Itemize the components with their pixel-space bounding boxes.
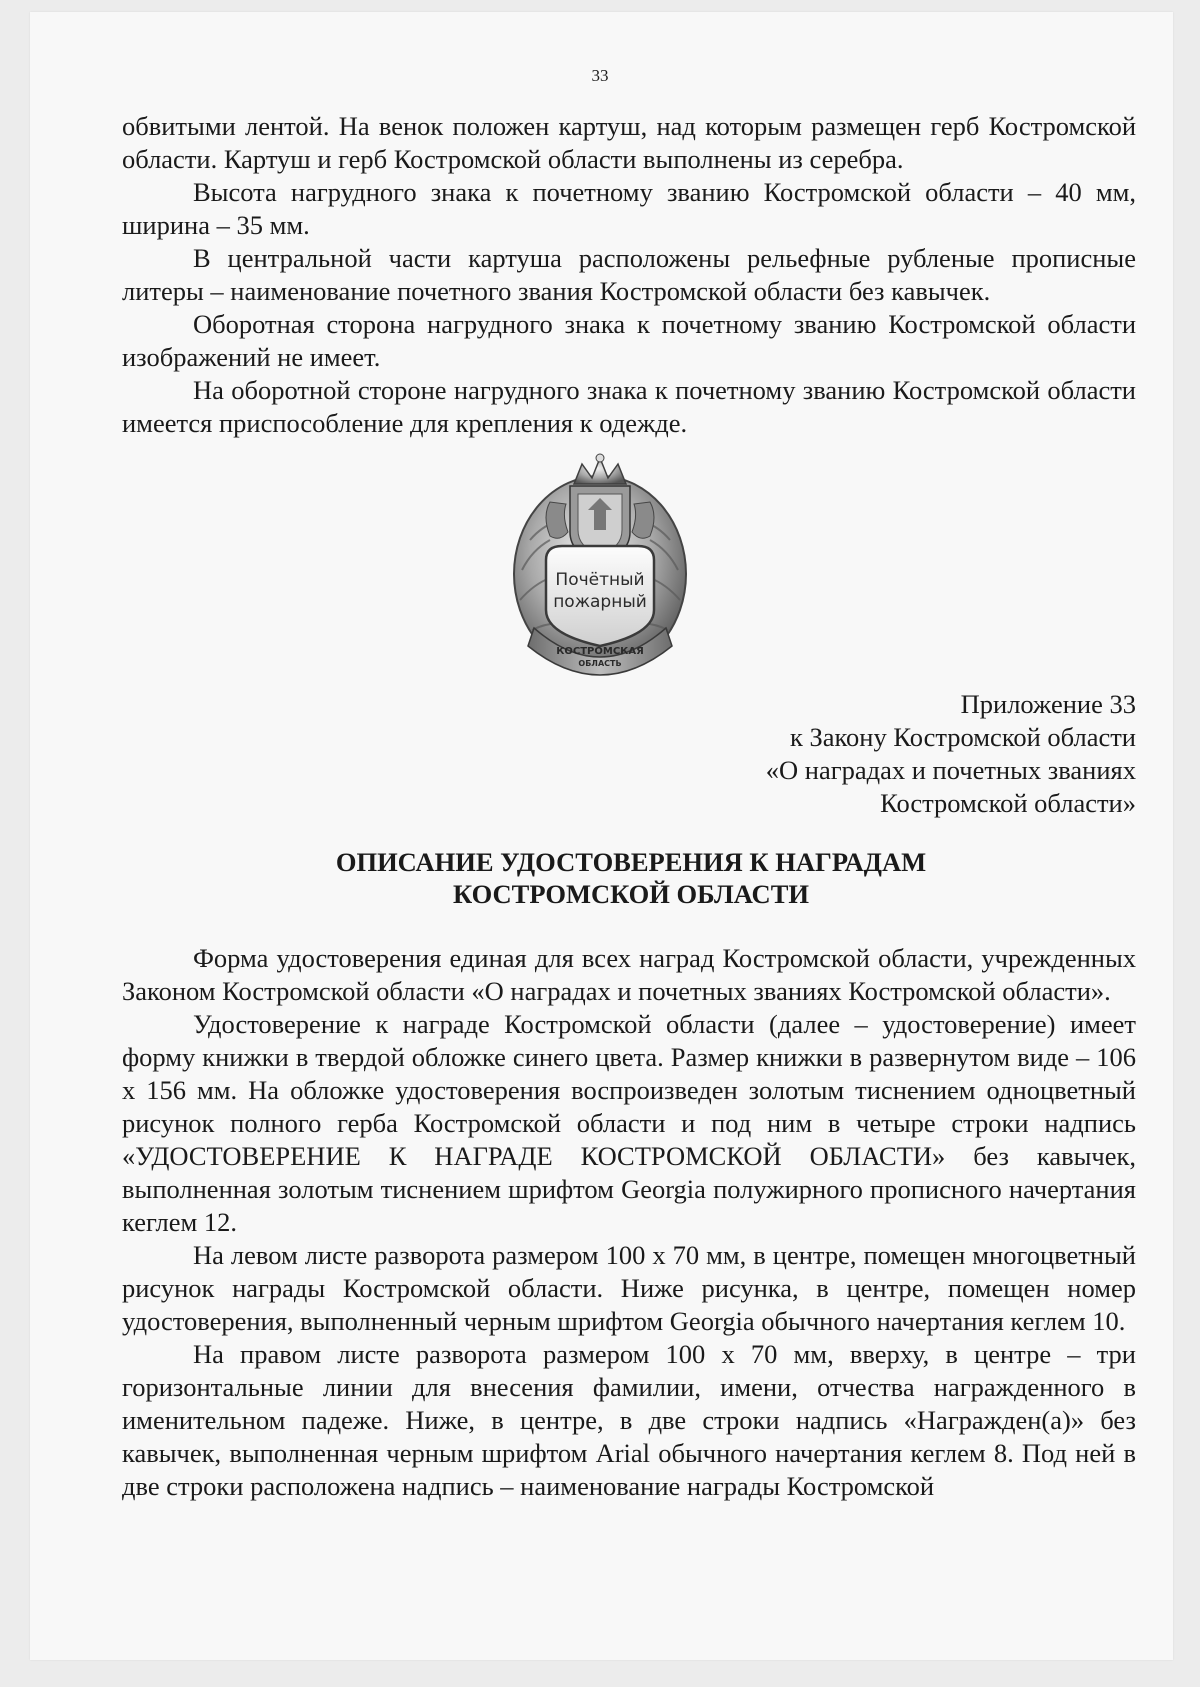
badge-text-line2: пожарный	[553, 592, 647, 612]
paragraph-badge-size: Высота нагрудного знака к почетному званию Костромской области – 40 мм, ширина – 35 мм.	[122, 177, 1136, 240]
paragraph-right-page: На правом листе разворота размером 100 х 70 мм, вверху, в центре – три горизонтальные линии для внесения фамилии, имени, отчества награжденного в именительном падеже. Ниже, в центре, в две строки надпись «Награжден(а)» без кавычек, выполненная черным шрифтом Arial обычного начертания кеглем 8. Под ней в две строки расположена надпись – наименование награды Костромской	[122, 1339, 1136, 1501]
badge-text-line1: Почётный	[555, 570, 645, 590]
paragraph-cartouche-letters: В центральной части картуша расположены рельефные рубленые прописные литеры – наименование почетного звания Костромской области без кавычек.	[122, 243, 1136, 306]
page-number: 33	[591, 66, 609, 85]
appendix-line: к Закону Костромской области	[789, 722, 1136, 752]
bottom-text-block	[122, 942, 1136, 1503]
paragraph-continuation: обвитыми лентой. На венок положен картуш, над которым размещен герб Костромской области. Картуш и герб Костромской области выполнены из серебра.	[122, 111, 1136, 174]
paragraph-fastening: На оборотной стороне нагрудного знака к почетному званию Костромской области имеется приспособление для крепления к одежде.	[122, 375, 1136, 438]
appendix-line: Костромской области»	[880, 788, 1136, 818]
honorary-firefighter-badge-icon	[502, 450, 698, 682]
paragraph-reverse-side: Оборотная сторона нагрудного знака к почетному званию Костромской области изображений не имеет.	[122, 309, 1136, 372]
badge-ribbon-line2: ОБЛАСТЬ	[578, 659, 622, 668]
paragraph-uniform-form: Форма удостоверения единая для всех наград Костромской области, учрежденных Законом Костромской области «О наградах и почетных званиях Костромской области».	[122, 943, 1136, 1006]
section-heading	[0, 846, 1200, 910]
paragraph-certificate-cover: Удостоверение к награде Костромской области (далее – удостоверение) имеет форму книжки в твердой обложке синего цвета. Размер книжки в развернутом виде – 106 х 156 мм. На обложке удостоверения воспроизведен золотым тиснением одноцветный рисунок полного герба Костромской области и под ним в четыре строки надпись «УДОСТОВЕРЕНИЕ К НАГРАДЕ КОСТРОМСКОЙ ОБЛАСТИ» без кавычек, выполненная золотым тиснением шрифтом Georgia полужирного прописного начертания кеглем 12.	[122, 1009, 1136, 1237]
top-text-block	[122, 110, 1136, 440]
appendix-line: Приложение 33	[960, 689, 1136, 719]
appendix-reference	[636, 688, 1136, 820]
badge-ribbon-line1: КОСТРОМСКАЯ	[556, 646, 644, 657]
appendix-line: «О наградах и почетных званиях	[765, 755, 1136, 785]
heading-line: КОСТРОМСКОЙ ОБЛАСТИ	[453, 879, 809, 909]
paragraph-left-page: На левом листе разворота размером 100 х 70 мм, в центре, помещен многоцветный рисунок награды Костромской области. Ниже рисунка, в центре, помещен номер удостоверения, выполненный черным шрифтом Georgia обычного начертания кеглем 10.	[122, 1240, 1136, 1336]
badge-image	[502, 450, 698, 682]
heading-line: ОПИСАНИЕ УДОСТОВЕРЕНИЯ К НАГРАДАМ	[335, 847, 927, 877]
